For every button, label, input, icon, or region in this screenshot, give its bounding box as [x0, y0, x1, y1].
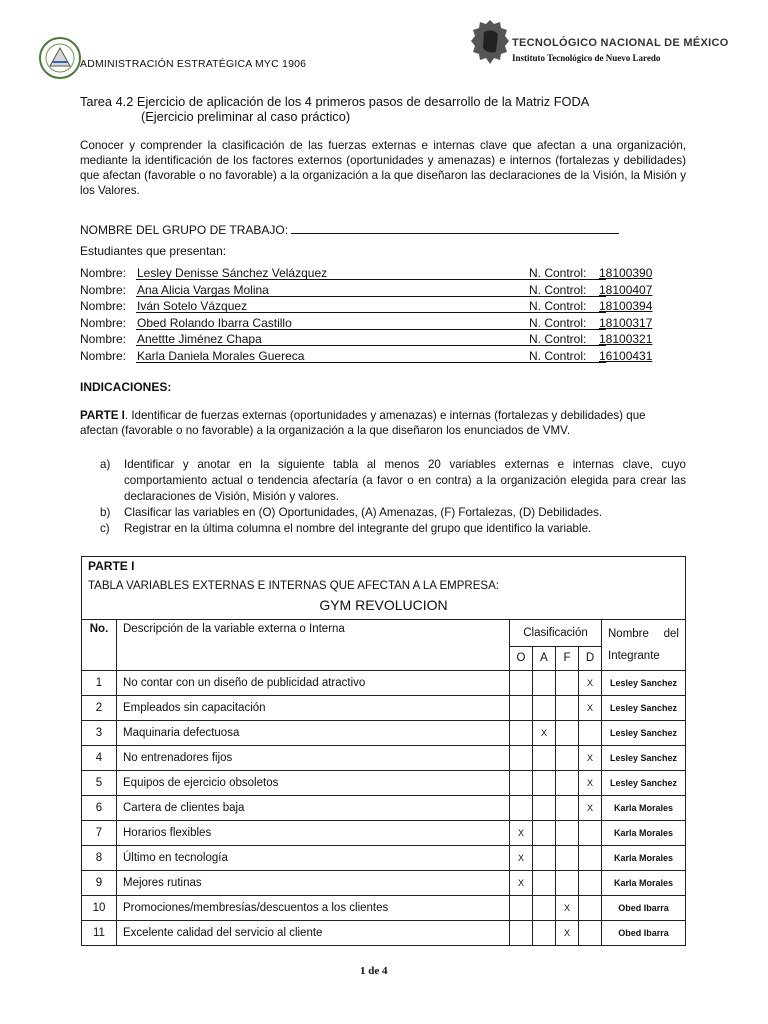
row-member: Lesley Sanchez	[602, 746, 686, 771]
class-cell-d	[579, 721, 602, 746]
class-cell-a	[533, 746, 556, 771]
table-row	[82, 721, 686, 746]
class-cell-o	[510, 771, 533, 796]
col-header-member-line2: Integrante	[608, 650, 660, 662]
name-prefix: Nombre:	[80, 299, 127, 314]
row-number: 4	[82, 746, 117, 771]
part1-lead: PARTE I	[80, 409, 125, 422]
class-cell-f	[556, 671, 579, 696]
student-row	[80, 349, 700, 366]
row-number: 8	[82, 846, 117, 871]
table-part-title: PARTE I	[88, 559, 135, 573]
class-cell-f: X	[556, 921, 579, 946]
institution-title: TECNOLÓGICO NACIONAL DE MÉXICO	[512, 37, 729, 49]
class-cell-a: X	[533, 721, 556, 746]
step-text: Clasificar las variables en (O) Oportunidades, (A) Amenazas, (F) Fortalezas, (D) Debilidades.	[124, 506, 603, 519]
list-item	[100, 457, 686, 505]
class-cell-o	[510, 896, 533, 921]
table-header-cell	[82, 557, 686, 620]
row-number: 3	[82, 721, 117, 746]
table-row	[82, 846, 686, 871]
class-cell-d	[579, 921, 602, 946]
class-cell-f: X	[556, 896, 579, 921]
class-cell-o: X	[510, 821, 533, 846]
step-text: Identificar y anotar en la siguiente tabla al menos 20 variables externas e internas clave, cuyo comportamiento actual o tendencia afectaría (a favor o en contra) a la organización elegida para crear las declaraciones de Visión, Misión y valores.	[124, 458, 686, 503]
col-header-classification: Clasificación	[510, 620, 602, 647]
row-member: Karla Morales	[602, 846, 686, 871]
control-number: 18100317	[599, 315, 653, 330]
class-cell-o: X	[510, 871, 533, 896]
row-description: Cartera de clientes baja	[117, 796, 510, 821]
table-row	[82, 871, 686, 896]
class-cell-o	[510, 671, 533, 696]
student-row	[80, 332, 700, 349]
row-description: No contar con un diseño de publicidad atractivo	[117, 671, 510, 696]
student-name: Karla Daniela Morales Guereca	[137, 348, 305, 363]
student-name: Ana Alicia Vargas Molina	[137, 282, 269, 297]
institution-subtitle: Instituto Tecnológico de Nuevo Laredo	[512, 53, 661, 63]
row-number: 11	[82, 921, 117, 946]
class-cell-f	[556, 821, 579, 846]
control-prefix: N. Control:	[529, 266, 587, 280]
task-title-line1: Tarea 4.2 Ejercicio de aplicación de los 4 primeros pasos de desarrollo de la Matriz FODA	[80, 94, 590, 109]
control-prefix: N. Control:	[529, 282, 587, 297]
table-row	[82, 671, 686, 696]
variables-table	[81, 556, 686, 946]
row-member: Karla Morales	[602, 871, 686, 896]
row-number: 2	[82, 696, 117, 721]
class-cell-d: X	[579, 746, 602, 771]
row-member: Lesley Sanchez	[602, 721, 686, 746]
control-number: 16100431	[599, 348, 653, 363]
row-member: Karla Morales	[602, 796, 686, 821]
class-cell-a	[533, 821, 556, 846]
class-cell-f	[556, 721, 579, 746]
course-header: ADMINISTRACIÓN ESTRATÉGICA MYC 1906	[80, 58, 307, 70]
class-cell-o	[510, 696, 533, 721]
row-number: 1	[82, 671, 117, 696]
intro-paragraph: Conocer y comprender la clasificación de las fuerzas externas e internas clave que afectan a una organización, mediante la identificación de los factores externos (oportunidades y amenazas) e internos (fortalezas y debilidades) que afectan (favorable o no favorable) a la organización a la que diseñaron las declaraciones de la Visión, la Misión y los Valores.	[80, 139, 686, 197]
student-row	[80, 283, 700, 300]
row-number: 9	[82, 871, 117, 896]
row-member: Obed Ibarra	[602, 896, 686, 921]
step-marker: c)	[100, 522, 110, 535]
name-prefix: Nombre:	[80, 266, 127, 280]
row-description: Horarios flexibles	[117, 821, 510, 846]
col-header-member	[602, 620, 686, 671]
students-label: Estudiantes que presentan:	[80, 244, 227, 258]
class-header-a: A	[533, 646, 556, 670]
class-cell-a	[533, 771, 556, 796]
student-row	[80, 299, 700, 316]
step-marker: a)	[100, 458, 111, 471]
class-cell-d	[579, 871, 602, 896]
class-cell-o	[510, 721, 533, 746]
row-description: Empleados sin capacitación	[117, 696, 510, 721]
row-member: Obed Ibarra	[602, 921, 686, 946]
class-cell-a	[533, 896, 556, 921]
class-cell-a	[533, 696, 556, 721]
step-text: Registrar en la última columna el nombre del integrante del grupo que identifico la variable.	[124, 522, 592, 535]
row-description: Promociones/membresías/descuentos a los clientes	[117, 896, 510, 921]
class-cell-d	[579, 846, 602, 871]
class-cell-a	[533, 846, 556, 871]
name-prefix: Nombre:	[80, 332, 127, 347]
class-header-f: F	[556, 646, 579, 670]
col-header-no: No.	[82, 620, 117, 671]
students-list	[80, 266, 700, 366]
page-number: 1 de 4	[360, 965, 388, 977]
student-name: Anettte Jiménez Chapa	[137, 332, 262, 347]
row-number: 6	[82, 796, 117, 821]
class-cell-f	[556, 871, 579, 896]
class-cell-a	[533, 871, 556, 896]
control-number: 18100394	[599, 299, 653, 314]
name-prefix: Nombre:	[80, 315, 127, 330]
table-row	[82, 921, 686, 946]
row-member: Lesley Sanchez	[602, 696, 686, 721]
row-number: 5	[82, 771, 117, 796]
tecnm-gear-logo	[470, 18, 510, 68]
control-prefix: N. Control:	[529, 332, 587, 347]
row-number: 7	[82, 821, 117, 846]
student-name: Iván Sotelo Vázquez	[137, 299, 248, 314]
row-description: Equipos de ejercicio obsoletos	[117, 771, 510, 796]
row-description: Último en tecnología	[117, 846, 510, 871]
company-name: GYM REVOLUCION	[319, 597, 448, 613]
table-row	[82, 696, 686, 721]
class-cell-f	[556, 796, 579, 821]
table-title: TABLA VARIABLES EXTERNAS E INTERNAS QUE AFECTAN A LA EMPRESA:	[88, 580, 499, 592]
control-number: 18100407	[599, 282, 653, 297]
steps-list	[100, 457, 686, 537]
student-name: Obed Rolando Ibarra Castillo	[137, 315, 292, 330]
task-title-line2: (Ejercicio preliminar al caso práctico)	[141, 109, 351, 124]
indications-heading: INDICACIONES:	[80, 380, 172, 394]
group-name-field	[80, 222, 619, 237]
class-cell-a	[533, 671, 556, 696]
control-prefix: N. Control:	[529, 299, 587, 314]
col-header-description: Descripción de la variable externa o Interna	[117, 620, 510, 671]
row-description: Mejores rutinas	[117, 871, 510, 896]
student-row	[80, 316, 700, 333]
class-cell-o	[510, 796, 533, 821]
part1-text: . Identificar de fuerzas externas (oportunidades y amenazas) e internas (fortalezas y debilidades) que afectan (favorable o no favorable) a la organización a la que diseñaron los enunciados de VMV.	[80, 409, 646, 437]
step-marker: b)	[100, 506, 111, 519]
row-member: Lesley Sanchez	[602, 671, 686, 696]
control-number: 18100321	[599, 332, 653, 347]
table-row	[82, 796, 686, 821]
col-header-member-line1: Nombre del	[608, 628, 679, 640]
control-prefix: N. Control:	[529, 348, 587, 363]
class-cell-f	[556, 696, 579, 721]
class-cell-f	[556, 846, 579, 871]
table-row	[82, 896, 686, 921]
row-member: Lesley Sanchez	[602, 771, 686, 796]
row-member: Karla Morales	[602, 821, 686, 846]
control-prefix: N. Control:	[529, 315, 587, 330]
school-seal-logo	[38, 36, 82, 80]
student-row	[80, 266, 700, 283]
row-description: No entrenadores fijos	[117, 746, 510, 771]
class-cell-o	[510, 921, 533, 946]
class-cell-a	[533, 921, 556, 946]
class-cell-o	[510, 746, 533, 771]
class-cell-d: X	[579, 671, 602, 696]
class-cell-o: X	[510, 846, 533, 871]
table-row	[82, 771, 686, 796]
group-name-blank	[291, 222, 619, 234]
table-row	[82, 746, 686, 771]
table-row	[82, 821, 686, 846]
class-cell-f	[556, 771, 579, 796]
name-prefix: Nombre:	[80, 348, 127, 363]
part1-instructions	[80, 409, 686, 438]
class-cell-a	[533, 796, 556, 821]
class-header-o: O	[510, 646, 533, 670]
student-name: Lesley Denisse Sánchez Velázquez	[137, 266, 328, 280]
class-cell-d	[579, 896, 602, 921]
class-cell-d	[579, 821, 602, 846]
class-cell-d: X	[579, 796, 602, 821]
control-number: 18100390	[599, 266, 653, 280]
list-item	[100, 521, 686, 537]
class-cell-f	[556, 746, 579, 771]
list-item	[100, 505, 686, 521]
row-description: Excelente calidad del servicio al cliente	[117, 921, 510, 946]
class-header-d: D	[579, 646, 602, 670]
group-name-label: NOMBRE DEL GRUPO DE TRABAJO:	[80, 223, 289, 237]
class-cell-d: X	[579, 696, 602, 721]
task-title	[80, 94, 686, 124]
name-prefix: Nombre:	[80, 282, 127, 297]
class-cell-d: X	[579, 771, 602, 796]
row-number: 10	[82, 896, 117, 921]
row-description: Maquinaria defectuosa	[117, 721, 510, 746]
